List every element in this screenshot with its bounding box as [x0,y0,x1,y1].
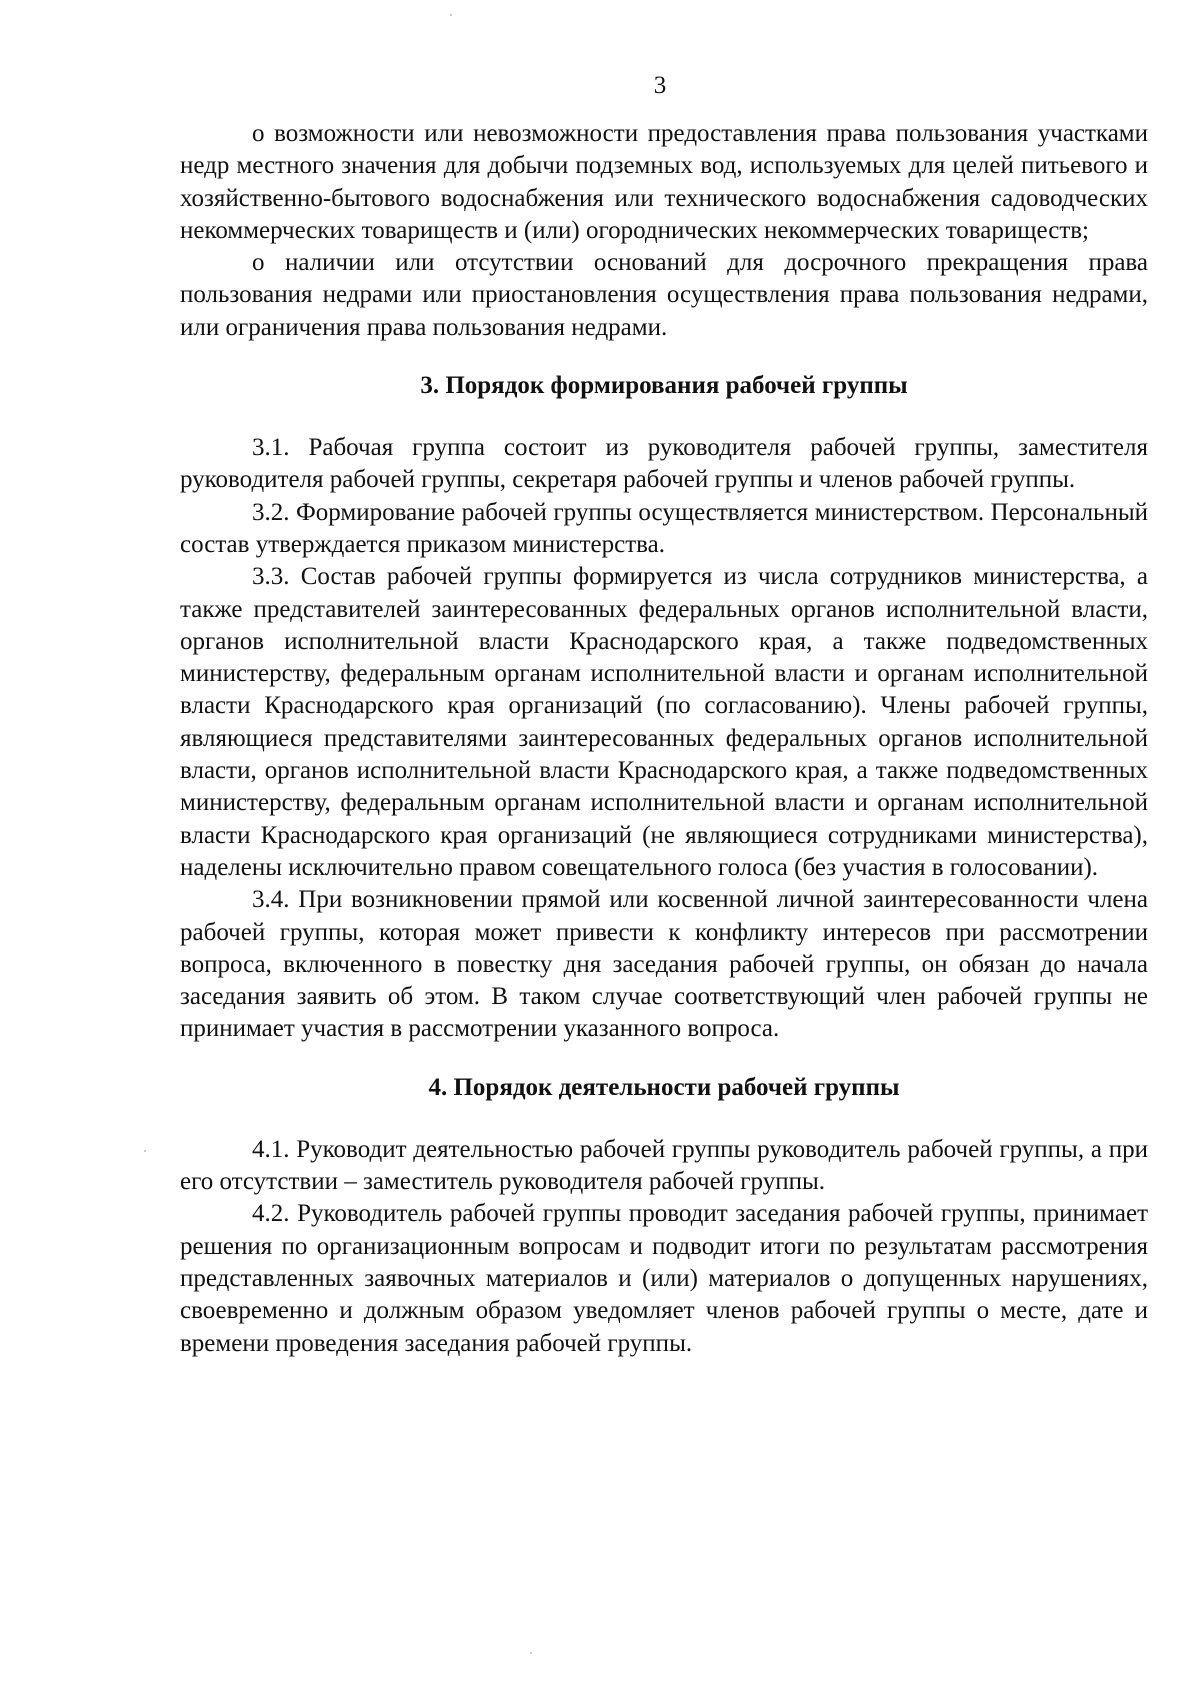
paragraph-termination-grounds: о наличии или отсутствии оснований для досрочного прекращения права пользования недрами или приостановления осуществления права пользования недрами, или ограничения права пользования недрами. [180,249,1148,341]
paragraph-3-2: 3.2. Формирование рабочей группы осуществляется министерством. Персональный состав утверждается приказом министерства. [180,498,1148,558]
paragraph-subsoil-rights: о возможности или невозможности предоставления права пользования участками недр местного значения для добычи подземных вод, используемых для целей питьевого и хозяйственно-бытового водоснабжения или технического водоснабжения садоводческих некоммерческих товариществ и (или) огороднических некоммерческих товариществ; [180,120,1148,244]
scan-speck [530,1652,532,1654]
paragraph-3-4: 3.4. При возникновении прямой или косвенной личной заинтересованности члена рабочей группы, которая может привести к конфликту интересов при рассмотрении вопроса, включенного в повестку дня заседания рабочей группы, он обязан до начала заседания заявить об этом. В таком случае соответствующий член рабочей группы не принимает участия в рассмотрении указанного вопроса. [180,886,1148,1043]
paragraph-4-1: 4.1. Руководит деятельностью рабочей группы руководитель рабочей группы, а при его отсутствии – заместитель руководителя рабочей группы. [180,1135,1148,1196]
paragraph-4-2: 4.2. Руководитель рабочей группы проводит заседания рабочей группы, принимает решения по организационным вопросам и подводит итоги по результатам рассмотрения представленных заявочных материалов и (или) материалов о допущенных нарушениях, своевременно и должным образом уведомляет членов рабочей группы о месте, дате и времени проведения заседания рабочей группы. [180,1200,1148,1357]
document-body [180,118,1148,1360]
page-number: 3 [653,72,667,99]
scan-speck [450,14,452,16]
scan-speck [144,1150,146,1152]
paragraph-3-3: 3.3. Состав рабочей группы формируется из числа сотрудников министерства, а также представителей заинтересованных федеральных органов исполнительной власти, органов исполнительной власти Краснодарского края, а также подведомственных министерству, федеральным органам исполнительной власти и органам исполнительной власти Краснодарского края организаций (по согласованию). Члены рабочей группы, являющиеся представителями заинтересованных федеральных органов исполнительной власти, органов исполнительной власти Краснодарского края, а также подведомственных министерству, федеральным органам исполнительной власти и органам исполнительной власти Краснодарского края организаций (не являющиеся сотрудниками министерства), наделены исключительно правом совещательного голоса (без участия в голосовании). [180,563,1148,881]
paragraph-3-1: 3.1. Рабочая группа состоит из руководителя рабочей группы, заместителя руководителя рабочей группы, секретаря рабочей группы и членов рабочей группы. [180,434,1148,494]
section-4-heading: 4. Порядок деятельности рабочей группы [428,1073,900,1101]
section-3-heading: 3. Порядок формирования рабочей группы [420,372,908,400]
